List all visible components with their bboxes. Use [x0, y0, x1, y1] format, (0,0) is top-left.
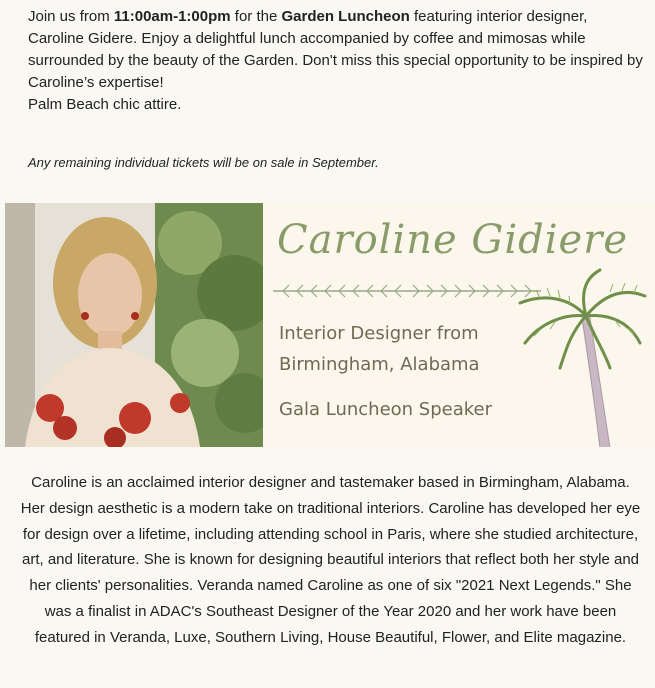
ticket-note: Any remaining individual tickets will be on sale in September. — [28, 155, 379, 170]
intro-text: for the — [230, 8, 282, 25]
portrait-illustration — [5, 203, 263, 447]
attire-note: Palm Beach chic attire. — [28, 96, 182, 113]
intro-text: Join us from — [28, 8, 114, 25]
speaker-bio: Caroline is an acclaimed interior designer and tastemaker based in Birmingham, Alabama. Her design aesthetic is a modern take on traditional interiors. Caroline has developed her eye for design over a lifetime, including attending school in Paris, where she studied architecture, art, and literature. She is known for designing beautiful interiors that reflect both her style and her clients' personalities. Veranda named Caroline as one of six "2021 Next Legends." She was a finalist in ADAC's Southeast Designer of the Year 2020 and her work have been featured in Veranda, Luxe, Southern Living, House Beautiful, Flower, and Elite magazine. — [20, 474, 641, 646]
intro-text: featuring interior designer, Caroline Gidere. Enjoy a delightful lunch accompanied by coffee and mimosas while surrounded by the beauty of the Garden. Don't miss this special opportunity to be inspired by Caroline’s expertise! — [28, 8, 643, 91]
speaker-subtitle — [279, 318, 480, 380]
portrait-photo — [5, 203, 263, 447]
speaker-role: Gala Luncheon Speaker — [279, 399, 492, 420]
event-intro-paragraph — [28, 6, 646, 94]
event-time: 11:00am-1:00pm — [113, 8, 231, 25]
event-intro — [28, 6, 646, 116]
palm-tree-icon — [510, 268, 650, 447]
speaker-name: Caroline Gidiere — [277, 217, 628, 263]
fern-divider-ornament-icon — [273, 281, 541, 301]
speaker-banner — [5, 203, 655, 447]
event-name: Garden Luncheon — [281, 8, 410, 25]
subtitle-line: Birmingham, Alabama — [279, 354, 480, 375]
subtitle-line: Interior Designer from — [279, 323, 479, 344]
